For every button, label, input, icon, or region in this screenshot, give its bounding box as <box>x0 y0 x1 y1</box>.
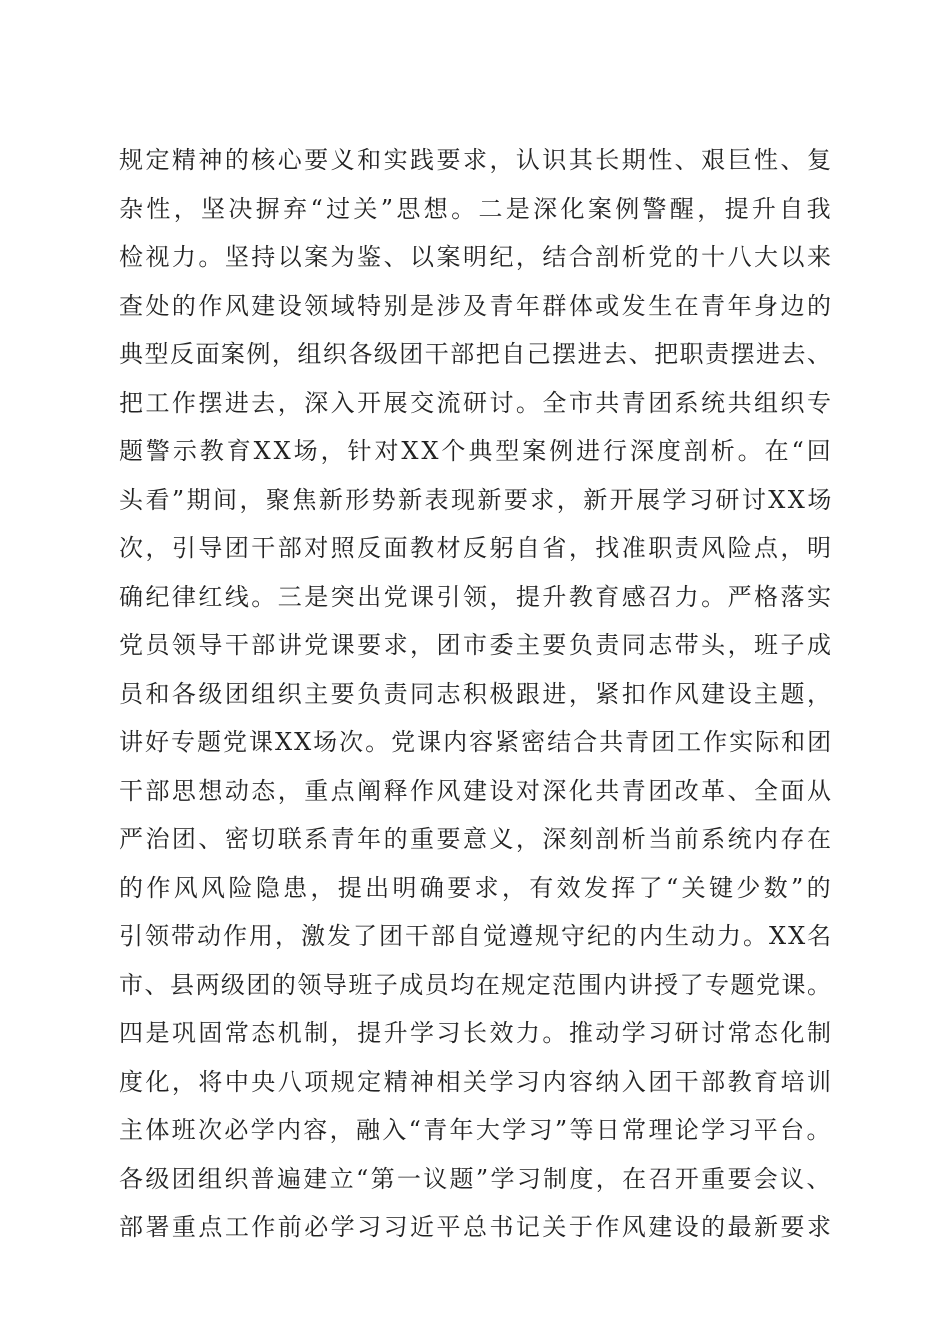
body-text <box>119 136 834 1252</box>
text-line-11: 党员领导干部讲党课要求，团市委主要负责同志带头，班子成 <box>119 631 834 659</box>
text-line-8: 头看”期间，聚焦新形势新表现新要求，新开展学习研讨XX场 <box>119 485 834 514</box>
text-line-10: 确纪律红线。三是突出党课引领，提升教育感召力。严格落实 <box>119 582 834 611</box>
text-line-14: 干部思想动态，重点阐释作风建设对深化共青团改革、全面从 <box>119 776 834 805</box>
text-line-6: 把工作摆进去，深入开展交流研讨。全市共青团系统共组织专 <box>119 388 834 417</box>
text-line-17: 引领带动作用，激发了团干部自觉遵规守纪的内生动力。XX名 <box>119 922 834 950</box>
text-line-9: 次，引导团干部对照反面教材反躬自省，找准职责风险点，明 <box>119 534 834 562</box>
text-line-16: 的作风风险隐患，提出明确要求，有效发挥了“关键少数”的 <box>119 873 834 902</box>
text-line-15: 严治团、密切联系青年的重要意义，深刻剖析当前系统内存在 <box>119 825 834 853</box>
text-line-23: 部署重点工作前必学习习近平总书记关于作风建设的最新要求 <box>119 1213 834 1241</box>
text-line-4: 查处的作风建设领域特别是涉及青年群体或发生在青年身边的 <box>119 291 834 320</box>
text-line-5: 典型反面案例，组织各级团干部把自己摆进去、把职责摆进去、 <box>119 340 833 368</box>
text-line-22: 各级团组织普遍建立“第一议题”学习制度，在召开重要会议、 <box>119 1164 833 1193</box>
text-line-21: 主体班次必学内容，融入“青年大学习”等日常理论学习平台。 <box>119 1116 833 1144</box>
text-line-1: 规定精神的核心要义和实践要求，认识其长期性、艰巨性、复 <box>119 146 834 174</box>
text-line-19: 四是巩固常态机制，提升学习长效力。推动学习研讨常态化制 <box>119 1019 834 1047</box>
text-line-12: 员和各级团组织主要负责同志积极跟进，紧扣作风建设主题， <box>119 679 834 708</box>
text-line-13: 讲好专题党课XX场次。党课内容紧密结合共青团工作实际和团 <box>119 728 834 756</box>
text-line-20: 度化，将中央八项规定精神相关学习内容纳入团干部教育培训 <box>119 1067 834 1096</box>
text-line-18: 市、县两级团的领导班子成员均在规定范围内讲授了专题党课。 <box>119 970 833 999</box>
text-line-7: 题警示教育XX场，针对XX个典型案例进行深度剖析。在“回 <box>119 437 834 465</box>
text-line-3: 检视力。坚持以案为鉴、以案明纪，结合剖析党的十八大以来 <box>119 243 834 271</box>
text-line-2: 杂性，坚决摒弃“过关”思想。二是深化案例警醒，提升自我 <box>119 194 834 223</box>
